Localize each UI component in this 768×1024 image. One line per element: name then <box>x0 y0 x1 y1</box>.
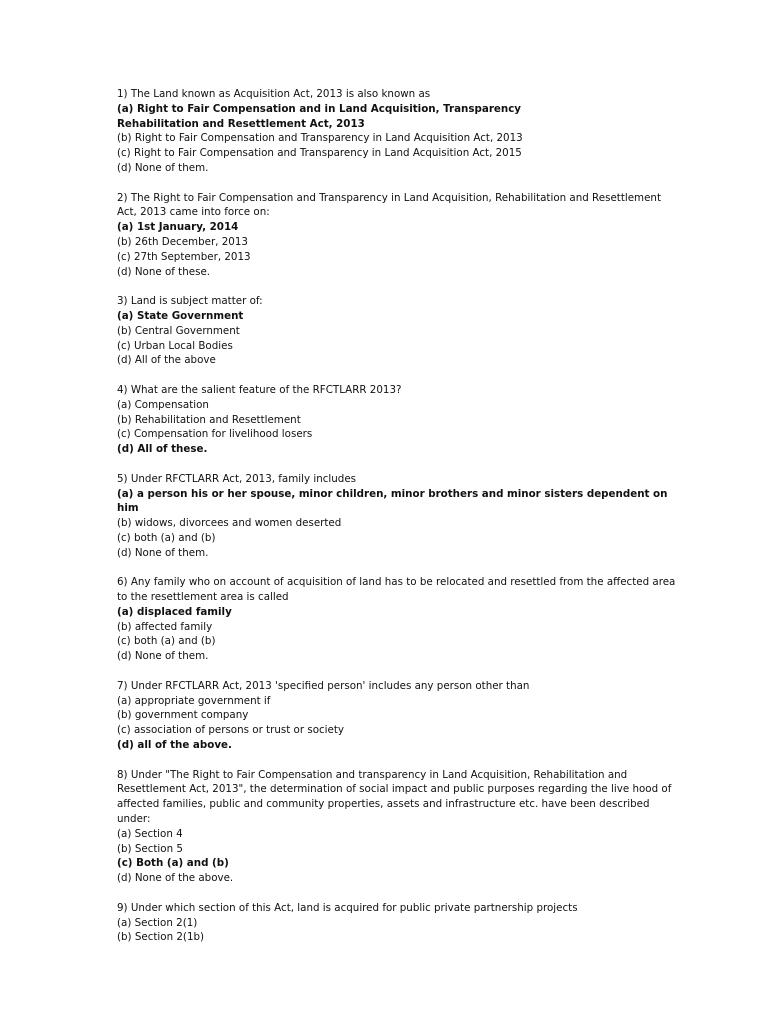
answer-option-correct: (c) Both (a) and (b) <box>117 857 229 870</box>
answer-option: (d) None of these. <box>117 265 211 278</box>
answer-option-correct: (d) all of the above. <box>117 739 232 752</box>
answer-option: (b) Central Government <box>117 324 240 337</box>
answer-option: (b) affected family <box>117 620 213 633</box>
answer-option: (b) Section 2(1b) <box>117 931 205 944</box>
answer-option: (a) Section 2(1) <box>117 916 198 929</box>
question-block <box>117 679 677 753</box>
answer-option: (a) appropriate government if <box>117 694 271 707</box>
answer-option: (b) Right to Fair Compensation and Transparency in Land Acquisition Act, 2013 <box>117 132 523 145</box>
answer-option: (b) widows, divorcees and women deserted <box>117 517 342 530</box>
answer-option: (c) association of persons or trust or society <box>117 724 345 737</box>
answer-option: (b) 26th December, 2013 <box>117 235 248 248</box>
answer-option-correct: (a) State Government <box>117 309 244 322</box>
question-text: 4) What are the salient feature of the RFCTLARR 2013? <box>117 383 402 396</box>
answer-option-correct: (a) displaced family <box>117 605 232 618</box>
question-text: 7) Under RFCTLARR Act, 2013 'specified person' includes any person other than <box>117 679 530 692</box>
answer-option: (c) 27th September, 2013 <box>117 250 251 263</box>
question-text: 5) Under RFCTLARR Act, 2013, family includes <box>117 472 357 485</box>
document-page <box>117 87 677 945</box>
question-block <box>117 768 677 886</box>
answer-option-correct: (a) Right to Fair Compensation and in Land Acquisition, Transparency <box>117 102 522 115</box>
question-block <box>117 294 677 368</box>
question-block <box>117 383 677 457</box>
question-block <box>117 191 677 280</box>
answer-option: (d) All of the above <box>117 354 216 367</box>
answer-option-correct: Rehabilitation and Resettlement Act, 2013 <box>117 117 365 130</box>
question-text: 8) Under "The Right to Fair Compensation and transparency in Land Acquisition, Rehabilitation and Resettlement Act, 2013", the determination of social impact and public purposes regarding the live hood of affected families, public and community properties, assets and infrastructure etc. have been described under: <box>117 768 672 826</box>
answer-option: (c) Compensation for livelihood losers <box>117 428 313 441</box>
answer-option: (a) Section 4 <box>117 827 183 840</box>
answer-option: (b) government company <box>117 709 249 722</box>
question-block <box>117 87 677 176</box>
answer-option: (a) Compensation <box>117 398 209 411</box>
answer-option: (c) Urban Local Bodies <box>117 339 233 352</box>
question-text: 6) Any family who on account of acquisition of land has to be relocated and resettled from the affected area to the resettlement area is called <box>117 576 676 604</box>
answer-option: (d) None of them. <box>117 546 209 559</box>
question-text: 9) Under which section of this Act, land is acquired for public private partnership projects <box>117 901 578 914</box>
question-block <box>117 901 677 945</box>
question-text: 3) Land is subject matter of: <box>117 295 263 308</box>
answer-option: (c) both (a) and (b) <box>117 531 216 544</box>
answer-option: (d) None of the above. <box>117 872 234 885</box>
answer-option-correct: (a) 1st January, 2014 <box>117 221 239 234</box>
answer-option: (b) Rehabilitation and Resettlement <box>117 413 301 426</box>
question-text: 2) The Right to Fair Compensation and Transparency in Land Acquisition, Rehabilitation and Resettlement Act, 2013 came into force on: <box>117 191 661 219</box>
question-text: 1) The Land known as Acquisition Act, 2013 is also known as <box>117 88 431 100</box>
answer-option: (c) both (a) and (b) <box>117 635 216 648</box>
answer-option-correct: (a) a person his or her spouse, minor children, minor brothers and minor sisters dependent on him <box>117 487 668 515</box>
answer-option-correct: (d) All of these. <box>117 443 208 456</box>
answer-option: (b) Section 5 <box>117 842 183 855</box>
answer-option: (d) None of them. <box>117 650 209 663</box>
question-block <box>117 575 677 664</box>
answer-option: (d) None of them. <box>117 161 209 174</box>
answer-option: (c) Right to Fair Compensation and Transparency in Land Acquisition Act, 2015 <box>117 147 522 160</box>
question-block <box>117 472 677 561</box>
